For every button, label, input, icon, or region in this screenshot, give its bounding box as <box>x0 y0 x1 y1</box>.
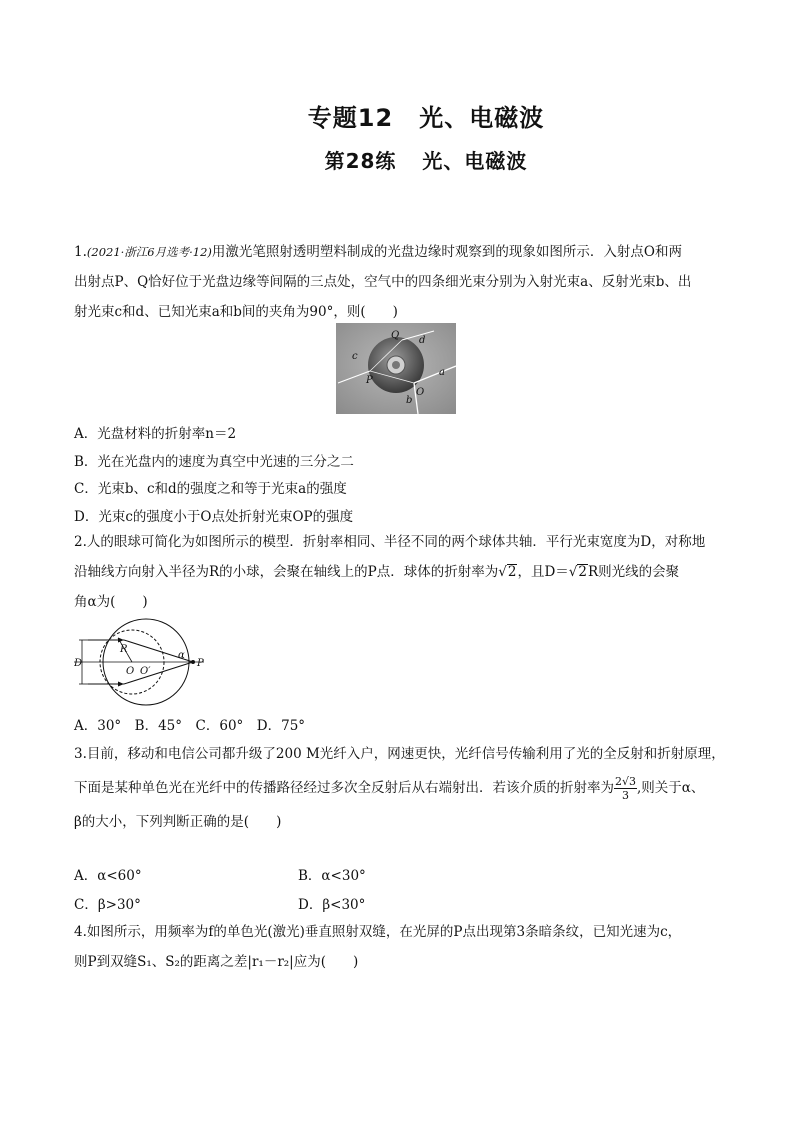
q1-option-b: B．光在光盘内的速度为真空中光速的三分之二 <box>74 454 354 470</box>
q3-option-a: A．α<60° <box>74 868 142 884</box>
label-c: c <box>352 351 358 362</box>
q2-line-1: 2.人的眼球可简化为如图所示的模型．折射率相同、半径不同的两个球体共轴．平行光束宽度为D，对称地 <box>74 534 706 550</box>
page-title <box>0 98 794 133</box>
label-D: D <box>74 658 83 669</box>
subtitle-text: 光、电磁波 <box>422 149 528 173</box>
label-O-prime: O′ <box>140 666 151 677</box>
q3-line-2: 下面是某种单色光在光纤中的传播路径经过多次全反射后从右端射出．若该介质的折射率为 $\frac{2√3}{3}$ ,则关于α、 <box>74 775 705 802</box>
label-d: d <box>419 335 426 346</box>
q2-line-2: 沿轴线方向射入半径为R的小球，会聚在轴线上的P点．球体的折射率为√2，且D＝√2R则光线的会聚 <box>74 564 680 580</box>
q1-option-a: A．光盘材料的折射率n＝2 <box>74 426 237 442</box>
q2-options: A．30° B．45° C．60° D．75° <box>74 718 306 734</box>
q2-sqrt-d: 2 <box>578 564 587 580</box>
q1-option-d: D．光束c的强度小于O点处折射光束OP的强度 <box>74 509 354 525</box>
label-alpha: α <box>178 650 185 661</box>
label-O: O <box>126 666 135 677</box>
label-O: O <box>416 387 425 398</box>
label-a: a <box>439 367 445 378</box>
q2-line-3: 角α为( ) <box>74 594 148 610</box>
q1-line-1: 1.(2021·浙江6月选考·12)用激光笔照射透明塑料制成的光盘边缘时观察到的现象如图所示．入射点O和两 <box>74 244 682 260</box>
q1-option-c: C．光束b、c和d的强度之和等于光束a的强度 <box>74 481 347 497</box>
q3-line-3: β的大小，下列判断正确的是( ) <box>74 814 282 830</box>
label-b: b <box>406 395 413 406</box>
subtitle-number: 第28练 <box>324 149 397 173</box>
q3-option-b: B．α<30° <box>298 868 366 884</box>
q2-figure-eye-model <box>74 618 214 710</box>
q2-sqrt-n: 2 <box>507 564 517 580</box>
q4-line-1: 4.如图所示，用频率为f的单色光(激光)垂直照射双缝，在光屏的P点出现第3条暗条纹，已知光速为c， <box>74 924 682 940</box>
label-P: P <box>366 375 373 386</box>
question-1-stem <box>74 237 726 327</box>
title-topic: 专题12 <box>307 104 394 132</box>
q4-line-2: 则P到双缝S₁、S₂的距离之差|r₁－r₂|应为( ) <box>74 954 359 970</box>
label-Q: Q <box>391 330 400 341</box>
q1-line-3: 射光束c和d、已知光束a和b间的夹角为90°，则( ) <box>74 304 398 320</box>
question-3-stem <box>74 737 726 839</box>
question-2-stem <box>74 527 726 617</box>
page-subtitle <box>0 145 794 174</box>
q3-option-d: D．β<30° <box>298 897 366 913</box>
q1-source: (2021·浙江6月选考·12) <box>86 245 212 259</box>
label-P: P <box>197 658 204 669</box>
q3-option-c: C．β>30° <box>74 897 141 913</box>
question-4-stem <box>74 917 726 977</box>
label-R: R <box>120 644 128 655</box>
q3-fraction: $\frac{2√3}{3}$ <box>615 775 637 802</box>
q1-line-2: 出射点P、Q恰好位于光盘边缘等间隔的三点处，空气中的四条细光束分别为入射光束a、反射光束b、出 <box>74 274 692 290</box>
q1-figure-disc-photo <box>336 323 456 414</box>
q3-line-1: 3.目前，移动和电信公司都升级了200 M光纤入户，网速更快，光纤信号传输利用了光的全反射和折射原理， <box>74 746 725 762</box>
title-text: 光、电磁波 <box>419 104 545 132</box>
